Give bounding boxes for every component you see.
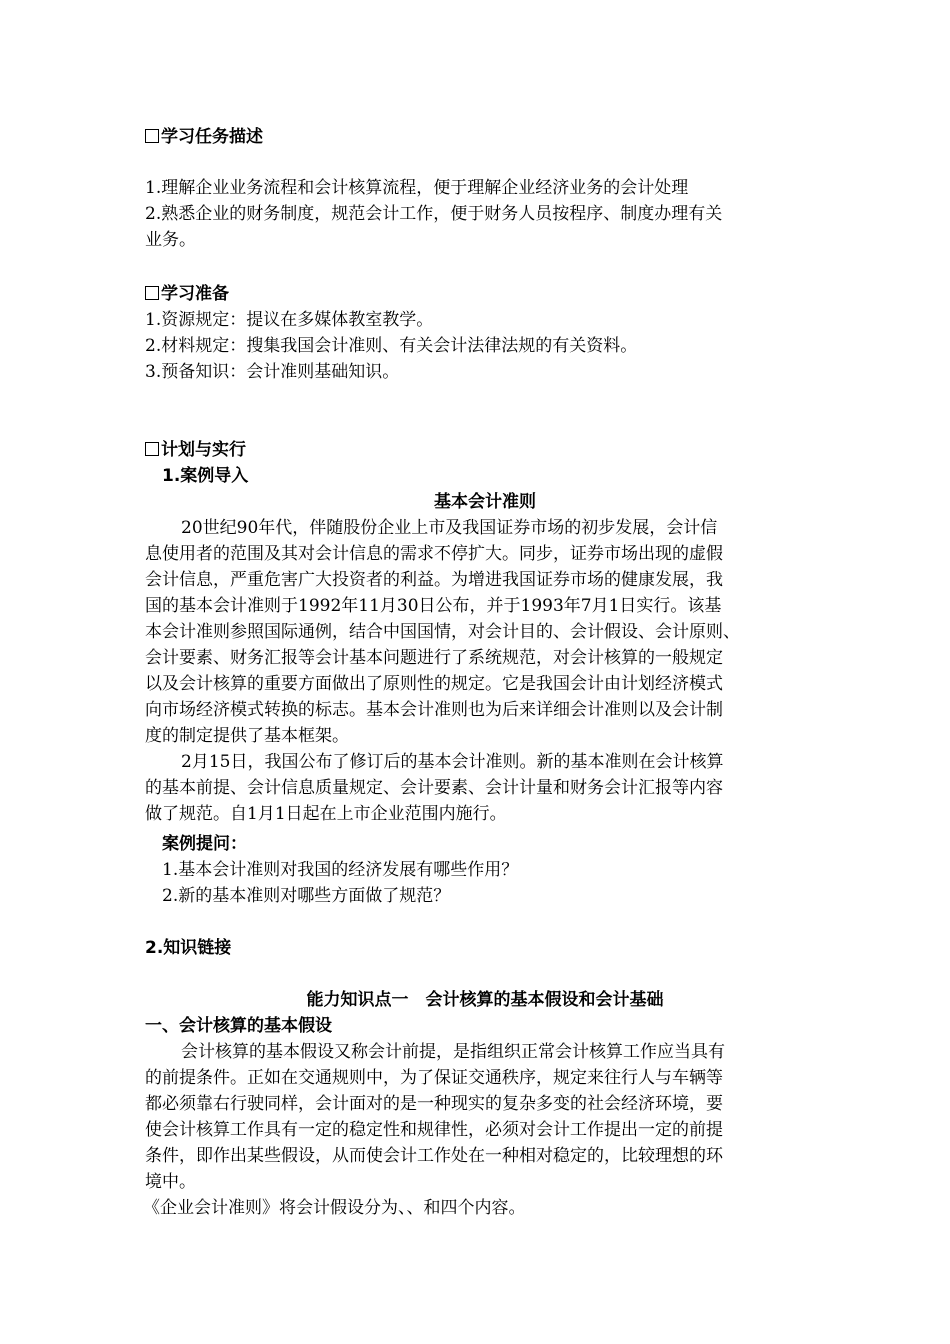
case-paragraph-line: 息使用者的范围及其对会计信息的需求不停扩大。同步，证券市场出现的虚假 <box>145 544 723 564</box>
task-line-3: 业务。 <box>145 230 196 250</box>
subsection-line: 会计核算的基本假设又称会计前提，是指组织正常会计核算工作应当具有 <box>181 1042 725 1062</box>
subsection-line: 境中。 <box>145 1172 196 1192</box>
case-paragraph-line: 向市场经济模式转换的标志。基本会计准则也为后来详细会计准则以及会计制 <box>145 700 723 720</box>
prep-line-3: 3.预备知识：会计准则基础知识。 <box>145 362 400 382</box>
section-title: 学习准备 <box>161 284 229 304</box>
case-paragraph-line: 的基本前提、会计信息质量规定、会计要素、会计计量和财务会计汇报等内容 <box>145 778 723 798</box>
subsection-line: 都必须靠右行驶同样，会计面对的是一种现实的复杂多变的社会经济环境，要 <box>145 1094 723 1114</box>
case-paragraph-line: 国的基本会计准则于1992年11月30日公布，并于1993年7月1日实行。该基 <box>145 596 722 616</box>
subsection-line: 使会计核算工作具有一定的稳定性和规律性，必须对会计工作提出一定的前提 <box>145 1120 723 1140</box>
section-title: 学习任务描述 <box>161 127 263 147</box>
section-title: 计划与实行 <box>161 440 246 460</box>
prep-line-1: 1.资源规定：提议在多媒体教室教学。 <box>145 310 434 330</box>
subsection-title: 一、会计核算的基本假设 <box>145 1016 332 1036</box>
knowledge-link-heading: 2.知识链接 <box>145 938 232 958</box>
section-heading-plan <box>145 437 246 463</box>
case-paragraph-line: 会计信息，严重危害广大投资者的利益。为增进我国证券市场的健康发展，我 <box>145 570 723 590</box>
subsection-line: 的前提条件。正如在交通规则中，为了保证交通秩序，规定来往行人与车辆等 <box>145 1068 723 1088</box>
task-line-2: 2.熟悉企业的财务制度，规范会计工作，便于财务人员按程序、制度办理有关 <box>145 204 723 224</box>
question-item: 1.基本会计准则对我国的经济发展有哪些作用？ <box>162 860 519 880</box>
case-paragraph-line: 会计要素、财务汇报等会计基本问题进行了系统规范，对会计核算的一般规定 <box>145 648 723 668</box>
subsection-line: 条件，即作出某些假设，从而使会计工作处在一种相对稳定的，比较理想的环 <box>145 1146 723 1166</box>
section-heading-task <box>145 124 263 150</box>
task-line-1: 1.理解企业业务流程和会计核算流程，便于理解企业经济业务的会计处理 <box>145 178 689 198</box>
subsection-line: 《企业会计准则》将会计假设分为、、和四个内容。 <box>143 1198 526 1218</box>
case-paragraph-line: 本会计准则参照国际通例，结合中国国情，对会计目的、会计假设、会计原则、 <box>145 622 740 642</box>
prep-line-2: 2.材料规定：搜集我国会计准则、有关会计法律法规的有关资料。 <box>145 336 638 356</box>
case-paragraph-line: 度的制定提供了基本框架。 <box>145 726 349 746</box>
checkbox-square-icon <box>145 129 159 143</box>
case-paragraph-line: 2月15日，我国公布了修订后的基本会计准则。新的基本准则在会计核算 <box>181 752 724 772</box>
case-title: 基本会计准则 <box>434 492 536 512</box>
section-heading-prep <box>145 281 229 307</box>
case-intro-heading: 1.案例导入 <box>162 466 249 486</box>
questions-heading: 案例提问： <box>162 834 247 854</box>
question-item: 2.新的基本准则对哪些方面做了规范？ <box>162 886 451 906</box>
knowledge-point-title: 能力知识点一 会计核算的基本假设和会计基础 <box>306 990 664 1010</box>
checkbox-square-icon <box>145 286 159 300</box>
case-paragraph-line: 做了规范。自1月1日起在上市企业范围内施行。 <box>145 804 507 824</box>
checkbox-square-icon <box>145 442 159 456</box>
case-paragraph-line: 20世纪90年代，伴随股份企业上市及我国证券市场的初步发展，会计信 <box>181 518 718 538</box>
case-paragraph-line: 以及会计核算的重要方面做出了原则性的规定。它是我国会计由计划经济模式 <box>145 674 723 694</box>
